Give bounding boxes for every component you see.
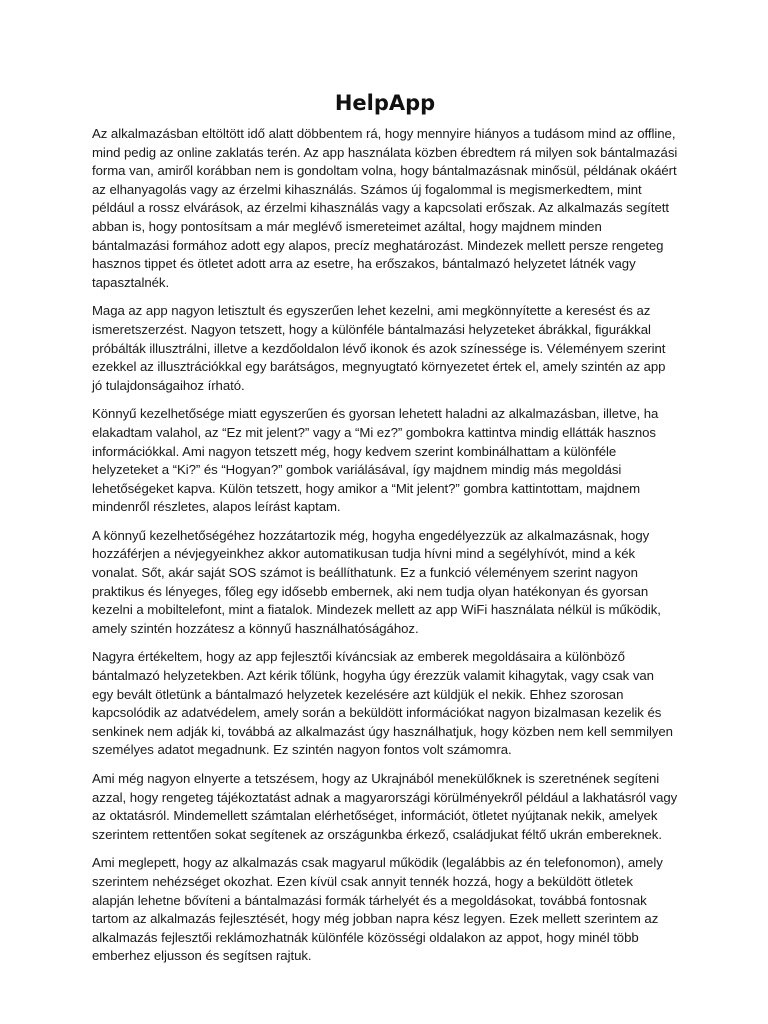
paragraph-5: Nagyra értékeltem, hogy az app fejlesztői kíváncsiak az emberek megoldásaira a különböző bántalmazó helyzetekben. Azt kérik tőlünk, hogyha úgy érezzük valamit kihagytak, vagy csak van egy bevált ötletünk a bántalmazó helyzetek kezelésére azt küldjük el nekik. Ehhez szorosan kapcsolódik az adatvédelem, amely során a beküldött információkat nagyon bizalmasan kezelik és senkinek nem adják ki, továbbá az alkalmazást úgy használhatjuk, hogy közben nem kell semmilyen személyes adatot megadnunk. Ez szintén nagyon fontos volt számomra. [92,649,673,758]
paragraph-1: Az alkalmazásban eltöltött idő alatt döbbentem rá, hogy mennyire hiányos a tudásom mind az offline, mind pedig az online zaklatás terén. Az app használata közben ébredtem rá milyen sok bántalmazási forma van, amiről korábban nem is gondoltam volna, hogy bántalmazásnak minősül, példának okáért az elhanyagolás vagy az érzelmi kihasználás. Számos új fogalommal is megismerkedtem, mint például a rossz elvárások, az érzelmi kihasználás vagy a kapcsolati erőszak. Az alkalmazás segített abban is, hogy pontosítsam a már meglévő ismereteimet azáltal, hogy majdnem minden bántalmazási formához adott egy alapos, precíz meghatározást. Mindezek mellett persze rengeteg hasznos tippet és ötletet adott arra az esetre, ha erőszakos, bántalmazó helyzetet látnék vagy tapasztalnék. [92,126,678,290]
paragraph-2: Maga az app nagyon letisztult és egyszerűen lehet kezelni, ami megkönnyítette a keresést és az ismeretszerzést. Nagyon tetszett, hogy a különféle bántalmazási helyzeteket ábrákkal, figurákkal próbálták illusztrálni, illetve a kezdőoldalon lévő ikonok és azok színessége is. Véleményem szerint ezekkel az illusztrációkkal egy barátságos, megnyugtató környezetet értek el, amely szintén az app jó tulajdonságaihoz írható. [92,303,666,393]
document-title: HelpApp [334,91,436,115]
document-page [92,89,678,976]
paragraph-3: Könnyű kezelhetősége miatt egyszerűen és gyorsan lehetett haladni az alkalmazásban, illetve, ha elakadtam valahol, az “Ez mit jelent?” vagy a “Mi ez?” gombokra kattintva mindig ellátták hasznos információkkal. Ami nagyon tetszett még, hogy kedvem szerint kombinálhattam a különféle helyzeteket a “Ki?” és “Hogyan?” gombok variálásával, így majdnem mindig más megoldási lehetőségeket kapva. Külön tetszett, hogy amikor a “Mit jelent?” gombra kattintottam, majdnem mindenről részletes, alapos leírást kaptam. [92,406,659,515]
paragraph-6: Ami még nagyon elnyerte a tetszésem, hogy az Ukrajnából menekülőknek is szeretnének segíteni azzal, hogy rengeteg tájékoztatást adnak a magyarországi körülményekről például a lakhatásról vagy az oktatásról. Mindemellett számtalan elérhetőséget, információt, ötletet nyújtanak nekik, amelyek szerintem rettentően sokat segítenek az országunkba érkező, családjukat féltő ukrán embereknek. [92,771,678,842]
paragraph-4: A könnyű kezelhetőségéhez hozzátartozik még, hogyha engedélyezzük az alkalmazásnak, hogy hozzáférjen a névjegyeinkhez akkor automatikusan tudja hívni mind a segélyhívót, mind a kék vonalat. Sőt, akár saját SOS számot is beállíthatunk. Ez a funkció véleményem szerint nagyon praktikus és lényeges, főleg egy idősebb embernek, aki nem tudja olyan hatékonyan és gyorsan kezelni a mobiltelefont, mint a fiatalok. Mindezek mellett az app WiFi használata nélkül is működik, amely szintén hozzátesz a könnyű használhatóságához. [92,527,661,636]
paragraph-7: Ami meglepett, hogy az alkalmazás csak magyarul működik (legalábbis az én telefonomon), amely szerintem nehézséget okozhat. Ezen kívül csak annyit tennék hozzá, hogy a beküldött ötletek alapján lehetne bővíteni a bántalmazási formák tárhelyét és a megoldásokat, továbbá fontosnak tartom az alkalmazás fejlesztését, hogy még jobban napra kész legyen. Ezek mellett szerintem az alkalmazás fejlesztői reklámozhatnák különféle közösségi oldalakon az appot, hogy minél több emberhez eljusson és segítsen rajtuk. [92,855,663,964]
